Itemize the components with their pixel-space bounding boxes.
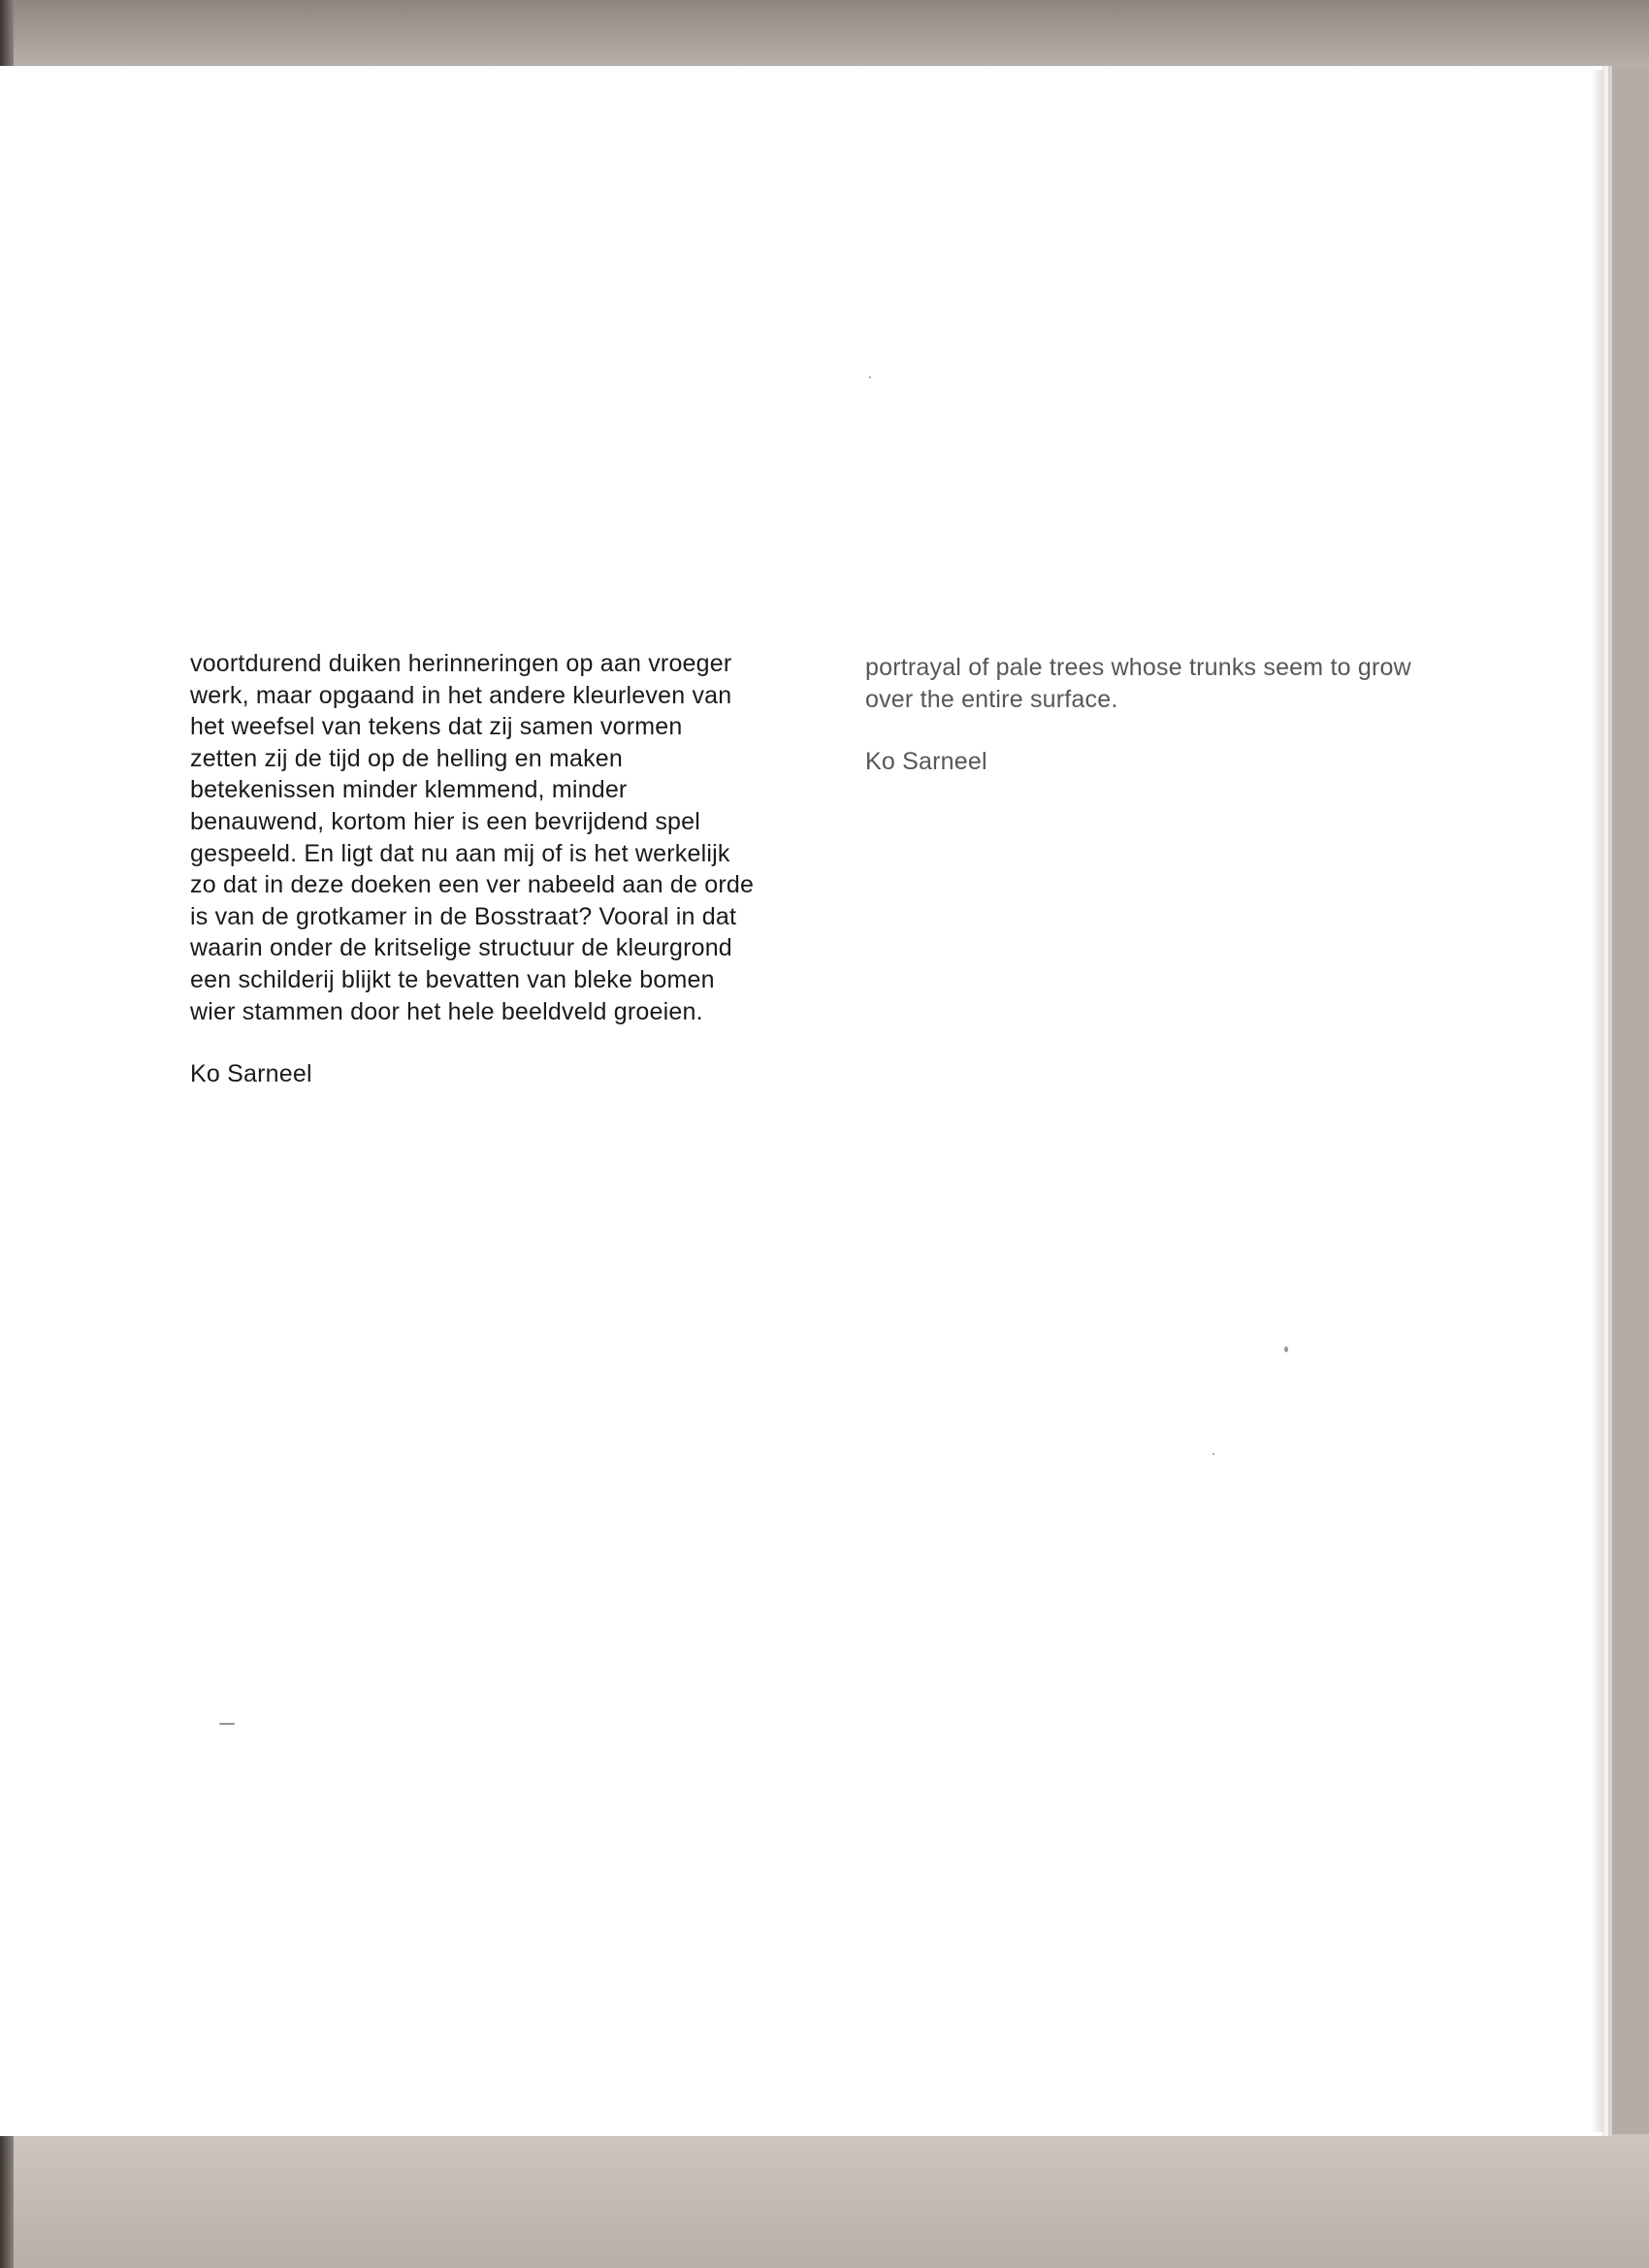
text-line: benauwend, kortom hier is een bevrijdend spel — [190, 807, 700, 835]
paper-page — [0, 66, 1602, 2136]
text-line: is van de grotkamer in de Bosstraat? Vooral in dat — [190, 902, 737, 930]
page-edge — [1591, 70, 1602, 2132]
text-line: het weefsel van tekens dat zij samen vormen — [190, 713, 683, 741]
dutch-text-column — [190, 648, 830, 1090]
text-line: voortdurend duiken herinneringen op aan vroeger — [190, 650, 732, 677]
text-line: wier stammen door het hele beeldveld groeien. — [190, 997, 703, 1025]
author-signature: Ko Sarneel — [865, 748, 987, 776]
text-line: over the entire surface. — [865, 685, 1118, 713]
paper-speck — [1212, 1453, 1214, 1455]
text-line: zo dat in deze doeken een ver nabeeld aan de orde — [190, 871, 755, 899]
paper-speck — [219, 1723, 235, 1725]
text-line: waarin onder de kritselige structuur de kleurgrond — [190, 934, 732, 962]
text-line: gespeeld. En ligt dat nu aan mij of is het werkelijk — [190, 839, 730, 867]
author-signature: Ko Sarneel — [190, 1060, 312, 1088]
text-line: werk, maar opgaand in het andere kleurleven van — [190, 681, 732, 709]
scanner-background-top — [0, 0, 1649, 68]
paper-speck — [1284, 1346, 1288, 1352]
scanner-background-bottom — [0, 2134, 1649, 2268]
english-text-column — [865, 652, 1486, 778]
paper-speck — [869, 376, 871, 378]
text-line: een schilderij blijkt te bevatten van bleke bomen — [190, 965, 715, 993]
text-line: zetten zij de tijd op de helling en maken — [190, 744, 623, 772]
text-line: betekenissen minder klemmend, minder — [190, 776, 628, 804]
text-line: portrayal of pale trees whose trunks seem to grow — [865, 654, 1411, 681]
